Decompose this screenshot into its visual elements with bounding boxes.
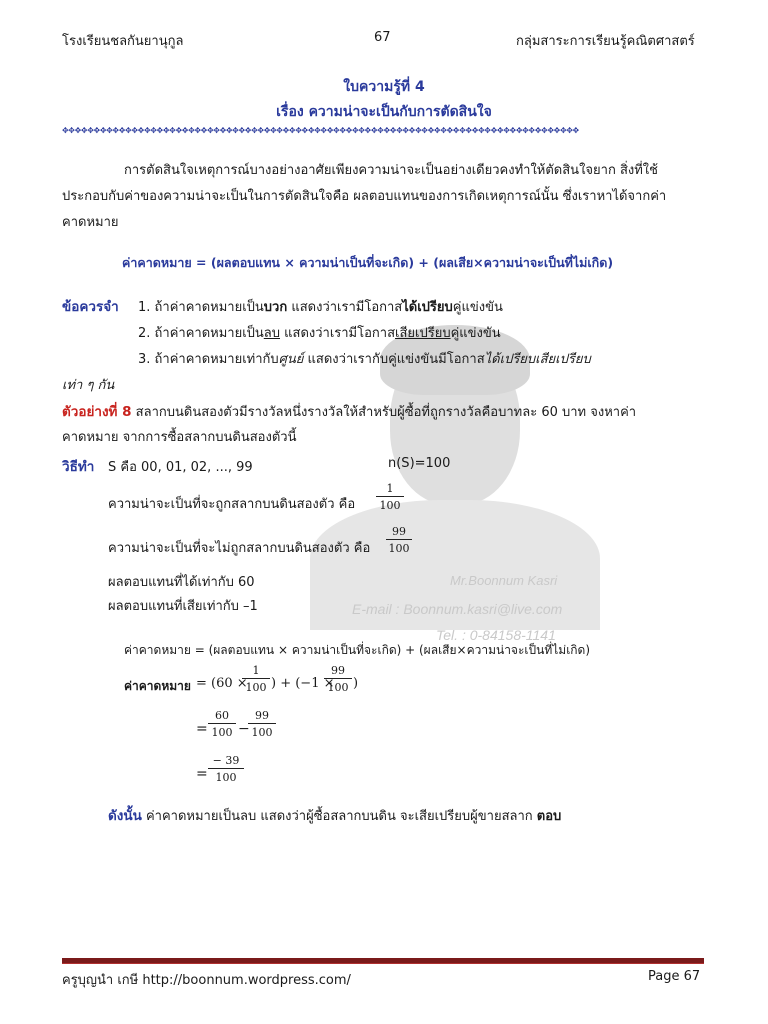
watermark-email: E-mail : Boonnum.kasri@live.com	[352, 601, 563, 617]
example-label: ตัวอย่างที่ 8	[62, 404, 132, 420]
p-win-num: 1	[386, 482, 394, 495]
loss-text: ผลตอบแทนที่เสียเท่ากับ –1	[108, 599, 258, 614]
note-2-emph2: เสียเปรียบ	[395, 326, 451, 341]
p-win-fraction	[376, 482, 404, 512]
calc2-fraction-1	[208, 709, 236, 739]
calc2-f2-num: 99	[255, 709, 269, 722]
formula: ค่าคาดหมาย = (ผลตอบแทน × ความน่าเป็นที่จะเกิด) + (ผลเสีย×ความน่าจะเป็นที่ไม่เกิด)	[122, 255, 614, 270]
p-lose-text: ความน่าจะเป็นที่จะไม่ถูกสลากบนดินสองตัว คือ	[108, 541, 371, 556]
p-lose-fraction	[386, 525, 412, 555]
p-win-den: 100	[379, 499, 401, 512]
header-department: กลุ่มสาระการเรียนรู้คณิตศาสตร์	[516, 34, 695, 49]
calc2-f2-den: 100	[251, 726, 273, 739]
calc2-minus: −	[238, 721, 250, 737]
intro-line1: การตัดสินใจเหตุการณ์บางอย่างอาศัยเพียงความน่าจะเป็นอย่างเดียวคงทำให้ตัดสินใจยาก สิ่งที่ใช้	[124, 163, 658, 178]
p-lose-num: 99	[392, 525, 406, 538]
p-win-text: ความน่าจะเป็นที่จะถูกสลากบนดินสองตัว คือ	[108, 497, 356, 512]
intro-line3: คาดหมาย	[62, 215, 119, 230]
example-line1	[62, 400, 636, 422]
header-page-number: 67	[374, 30, 391, 45]
title-line1: ใบความรู้ที่ 4	[343, 79, 425, 95]
example-line2: คาดหมาย จากการซื้อสลากบนดินสองตัวนี้	[62, 430, 297, 445]
note-2-mid: แสดงว่าเรามีโอกาส	[280, 326, 396, 341]
note-2-emph1: ลบ	[263, 326, 280, 341]
calc3-fraction	[208, 754, 244, 784]
note-item-2	[138, 322, 501, 343]
calc1-f2-den: 100	[327, 681, 349, 694]
calc1-fraction-2	[324, 664, 352, 694]
conclusion-label: ดังนั้น	[108, 808, 142, 824]
calc1-f1-den: 100	[245, 681, 267, 694]
conclusion-text: ค่าคาดหมายเป็นลบ แสดงว่าผู้ซื้อสลากบนดิน จะเสียเปรียบผู้ขายสลาก	[141, 809, 537, 824]
solution-label: วิธีทำ	[62, 459, 95, 475]
note-3-mid: แสดงว่าเรากับคู่แข่งขันมีโอกาส	[303, 352, 485, 367]
watermark-name: Mr.Boonnum Kasri	[450, 573, 558, 588]
p-lose-den: 100	[388, 542, 410, 555]
note-1-post: คู่แข่งขัน	[452, 300, 503, 315]
title-divider: ✥✥✥✥✥✥✥✥✥✥✥✥✥✥✥✥✥✥✥✥✥✥✥✥✥✥✥✥✥✥✥✥✥✥✥✥✥✥✥✥✥✥✥✥✥✥✥✥✥✥✥✥✥✥✥✥✥✥✥✥✥✥✥✥✥✥✥✥✥✥✥✥✥✥✥✥✥✥✥✥✥✥	[62, 126, 579, 135]
note-1-emph1: บวก	[263, 300, 288, 315]
note-2-pre: 2. ถ้าค่าคาดหมายเป็น	[138, 326, 264, 341]
conclusion-answer: ตอบ	[536, 809, 562, 824]
note-1-emph2: ได้เปรียบ	[402, 300, 453, 315]
calc1-fraction-1	[242, 664, 270, 694]
calc2-f1-den: 100	[211, 726, 233, 739]
solution-sample-space: S คือ 00, 01, 02, ..., 99	[108, 460, 253, 475]
note-3-emph2: ได้เปรียบเสียเปรียบ	[484, 352, 591, 367]
note-3-pre: 3. ถ้าค่าคาดหมายเท่ากับ	[138, 352, 279, 367]
calc1-f1-num: 1	[252, 664, 260, 677]
calc2-equals: =	[196, 721, 208, 737]
intro-line2: ประกอบกับค่าของความน่าจะเป็นในการตัดสินใจคือ ผลตอบแทนของการเกิดเหตุการณ์นั้น ซึ่งเราหาได้จากค่า	[62, 189, 667, 204]
footer-page: Page 67	[648, 969, 701, 984]
calc3-equals: =	[196, 766, 208, 782]
footer-rule	[62, 958, 704, 964]
formula-repeat: ค่าคาดหมาย = (ผลตอบแทน × ความน่าเป็นที่จะเกิด) + (ผลเสีย×ความน่าจะเป็นที่ไม่เกิด)	[124, 643, 591, 657]
calc2-fraction-2	[248, 709, 276, 739]
watermark-tel: Tel. : 0-84158-1141	[436, 627, 556, 643]
note-1-pre: 1. ถ้าค่าคาดหมายเป็น	[138, 300, 264, 315]
calc1-f2-num: 99	[331, 664, 345, 677]
notes-label: ข้อควรจำ	[62, 299, 119, 315]
calc1-part-a: = (60 ×	[196, 676, 248, 691]
calc3-num: − 39	[212, 754, 240, 767]
calc1-part-c: )	[353, 676, 359, 691]
note-2-post: คู่แข่งขัน	[450, 326, 501, 341]
header-school: โรงเรียนชลกันยานุกูล	[62, 34, 184, 49]
example-text1: สลากบนดินสองตัวมีรางวัลหนึ่งรางวัลให้สำหรับผู้ซื้อที่ถูกรางวัลคือบาทละ 60 บาท จงหาค่า	[131, 405, 637, 420]
note-item-1	[138, 296, 503, 317]
calc1-part-b: ) + (−1 ×	[271, 676, 335, 691]
title-line2: เรื่อง ความน่าจะเป็นกับการตัดสินใจ	[276, 104, 492, 120]
note-1-mid: แสดงว่าเรามีโอกาส	[287, 300, 403, 315]
note-item-3	[138, 348, 591, 369]
note-3-emph1: ศูนย์	[278, 352, 304, 367]
gain-text: ผลตอบแทนที่ได้เท่ากับ 60	[108, 575, 255, 590]
conclusion	[108, 804, 561, 826]
note-item-3-cont: เท่า ๆ กัน	[62, 378, 115, 393]
calc2-f1-num: 60	[215, 709, 229, 722]
calc3-den: 100	[215, 771, 237, 784]
footer-author: ครูบุญนำ เกษี http://boonnum.wordpress.com/	[62, 973, 351, 988]
solution-n-s: n(S)=100	[388, 456, 451, 471]
calc-label: ค่าคาดหมาย	[124, 679, 191, 693]
